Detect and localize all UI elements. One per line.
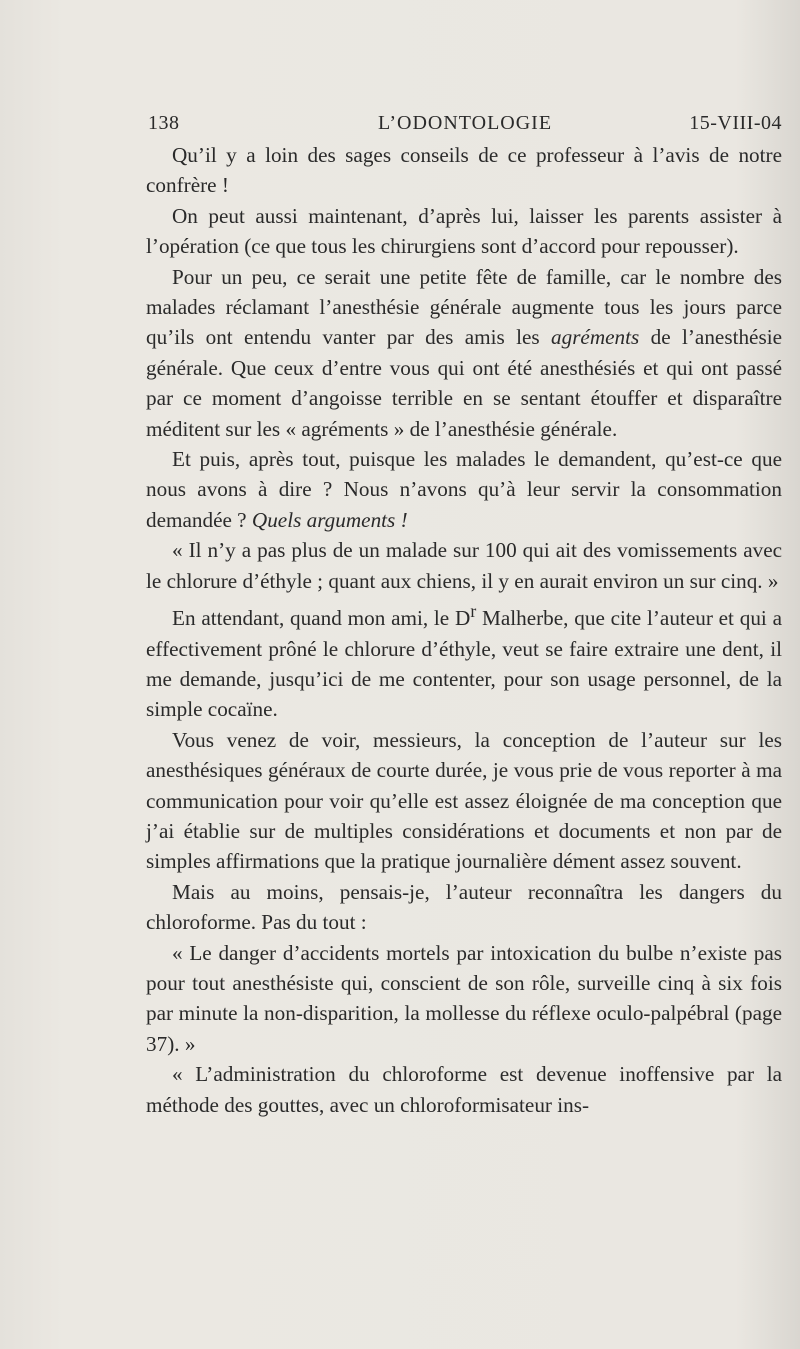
quotation-paragraph: « Il n’y a pas plus de un malade sur 100 qui ait des vomissements avec le chlorure d’éthyle ; quant aux chiens, il y en aurait environ un sur cinq. » [146,538,782,593]
italic-emphasis: agréments [551,325,640,350]
page-number: 138 [148,112,180,134]
superscript: r [470,601,477,622]
paragraph: En attendant, quand mon ami, le $D^r$ Malherbe, que cite l’auteur et qui a effectivement prôné le chlorure d’éthyle, veut se faire extraire une dent, il me demande, jusqu’ici de me contenter, pour son usage personnel, de la simple cocaïne. [146,601,782,722]
body-text [146,140,782,1120]
paragraph: Vous venez de voir, messieurs, la conception de l’auteur sur les anesthésiques généraux de courte durée, je vous prie de vous reporter à ma communication pour voir qu’elle est assez éloignée de ma conception que j’ai établie sur de multiples considérations et documents et non par de simples affirmations que la pratique journalière dément assez souvent. [146,727,782,874]
paragraph: Qu’il y a loin des sages conseils de ce professeur à l’avis de notre confrère ! [146,143,782,198]
paragraph: Pour un peu, ce serait une petite fête de famille, car le nombre des malades réclamant l’anesthésie générale augmente tous les jours parce qu’ils ont entendu vanter par des amis les agréments de l’anesthésie générale. Que ceux d’entre vous qui ont été anesthésiés et qui ont passé par ce moment d’angoisse terrible en se sentant étouffer et disparaître méditent sur les « agréments » de l’anesthésie générale. [146,264,782,441]
page-header [148,112,782,142]
quotation-paragraph: « L’administration du chloroforme est devenue inoffensive par la méthode des gouttes, avec un chloroformisateur ins- [146,1062,782,1117]
quotation-paragraph: « Le danger d’accidents mortels par intoxication du bulbe n’existe pas pour tout anesthésiste qui, conscient de son rôle, surveille cinq à six fois par minute la non-disparition, la mollesse du réflexe oculo-palpébral (page 37). » [146,940,782,1056]
issue-date: 15-VIII-04 [689,112,782,134]
paragraph: Et puis, après tout, puisque les malades le demandent, qu’est-ce que nous avons à dire ? Nous n’avons qu’à leur servir la consommation demandée ? Quels arguments ! [146,447,782,532]
paragraph: Mais au moins, pensais-je, l’auteur reconnaîtra les dangers du chloroforme. Pas du tout : [146,879,782,935]
italic-emphasis: Quels arguments ! [251,507,408,532]
paragraph: On peut aussi maintenant, d’après lui, laisser les parents assister à l’opération (ce que tous les chirurgiens sont d’accord pour repousser). [146,203,782,259]
running-head: L’ODONTOLOGIE [377,112,553,134]
